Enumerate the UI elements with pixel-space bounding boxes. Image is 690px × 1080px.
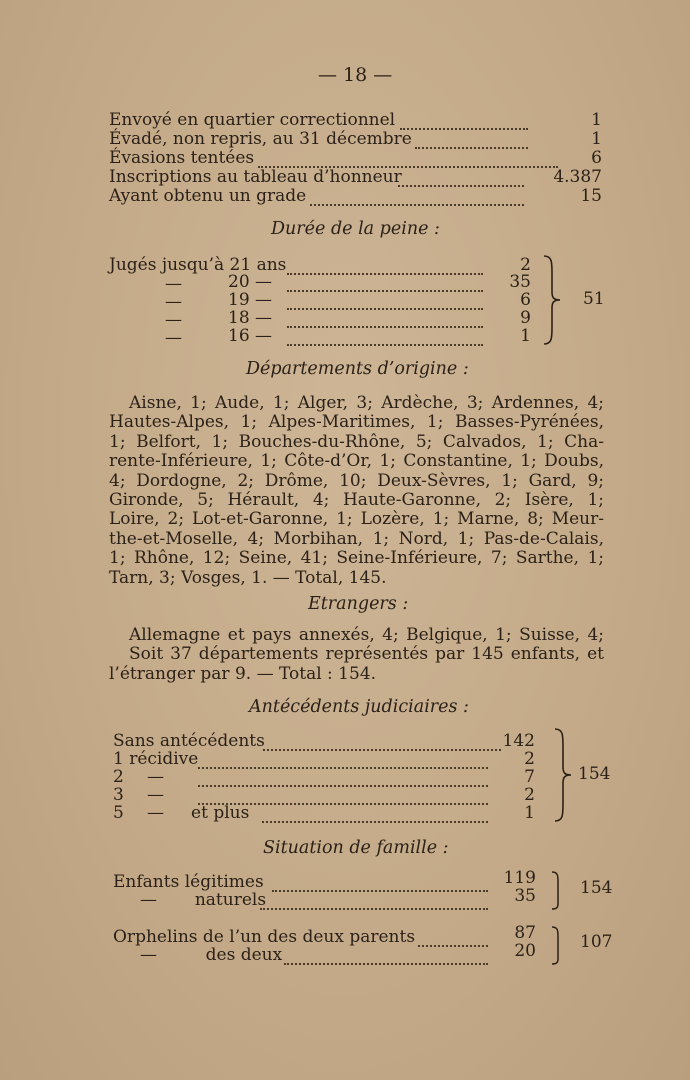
leader-dots xyxy=(287,324,483,328)
stat-label: Envoyé en quartier correctionnel xyxy=(109,110,396,130)
leader-dots xyxy=(418,943,488,947)
row-value: 20 xyxy=(514,941,536,961)
leader-dots xyxy=(287,288,483,292)
stat-value: 4.387 xyxy=(553,167,602,187)
leader-dots xyxy=(415,145,528,149)
departements-paragraph xyxy=(109,394,604,588)
section-heading: Durée de la peine : xyxy=(271,219,440,239)
stat-value: 15 xyxy=(580,186,602,206)
group-total: 154 xyxy=(578,764,611,784)
row-age: 18 — xyxy=(228,308,273,328)
leader-dots xyxy=(400,126,528,130)
row-value: 87 xyxy=(514,923,536,943)
text-line: rente-Inférieure, 1; Côte-d’Or, 1; Constantine, 1; Doubs, xyxy=(109,451,604,472)
group-brace xyxy=(550,925,562,965)
stat-label: Évasions tentées xyxy=(109,148,255,168)
row-label: Sans antécédents xyxy=(113,731,265,751)
stat-label: Ayant obtenu un grade xyxy=(109,186,307,206)
group-total: 51 xyxy=(583,289,605,309)
ditto-dash: — xyxy=(165,328,182,348)
leader-dots xyxy=(272,888,488,892)
row-value: 1 xyxy=(524,803,535,823)
row-label: — naturels xyxy=(140,890,267,910)
group-brace xyxy=(550,870,562,910)
row-value: 2 xyxy=(520,255,531,275)
stat-label: Évadé, non repris, au 31 décembre xyxy=(109,129,412,149)
group-brace xyxy=(551,727,573,823)
leader-dots xyxy=(287,271,483,275)
row-label: 2 xyxy=(113,767,124,787)
ditto-dash: — xyxy=(165,274,182,294)
stat-value: 1 xyxy=(591,110,602,130)
section-heading: Antécédents judiciaires : xyxy=(249,697,469,717)
row-label: 5 xyxy=(113,803,124,823)
row-label: — des deux xyxy=(140,945,283,965)
group-total: 154 xyxy=(580,878,613,898)
stat-label: Inscriptions au tableau d’honneur xyxy=(109,167,402,187)
stat-value: 6 xyxy=(591,148,602,168)
row-ditto: — xyxy=(147,785,164,805)
text-line: Tarn, 3; Vosges, 1. — Total, 145. xyxy=(109,567,387,588)
leader-dots xyxy=(287,342,483,346)
leader-dots xyxy=(284,961,488,965)
text-line: Allemagne et pays annexés, 4; Belgique, 1; Suisse, 4; xyxy=(129,625,604,645)
section-heading: Situation de famille : xyxy=(263,838,449,858)
row-value: 35 xyxy=(514,886,536,906)
section-heading: Départements d’origine : xyxy=(246,359,469,379)
leader-dots xyxy=(263,747,501,751)
row-age: 19 — xyxy=(228,290,273,310)
text-line: the-et-Moselle, 4; Morbihan, 1; Nord, 1; Pas-de-Calais, xyxy=(109,528,604,549)
row-ditto: — et plus xyxy=(147,803,250,823)
stat-value: 1 xyxy=(591,129,602,149)
row-value: 119 xyxy=(503,868,536,888)
text-line: Loire, 2; Lot-et-Garonne, 1; Lozère, 1; Marne, 8; Meur- xyxy=(109,509,604,530)
section-heading: Etrangers : xyxy=(308,594,409,614)
row-value: 6 xyxy=(520,290,531,310)
text-line: 1; Rhône, 12; Seine, 41; Seine-Inférieure, 7; Sarthe, 1; xyxy=(109,548,604,569)
text-line: l’étranger par 9. — Total : 154. xyxy=(109,663,377,684)
leader-dots xyxy=(287,306,483,310)
leader-dots xyxy=(398,183,524,187)
group-brace xyxy=(540,254,562,346)
leader-dots xyxy=(260,906,488,910)
text-line: Hautes-Alpes, 1; Alpes-Maritimes, 1; Basses-Pyrénées, xyxy=(109,412,604,433)
leader-dots xyxy=(310,202,524,206)
text-line: Soit 37 départements représentés par 145 enfants, et xyxy=(129,644,604,665)
row-label: Enfants légitimes xyxy=(113,872,264,892)
row-value: 1 xyxy=(520,326,531,346)
leader-dots xyxy=(262,819,488,823)
text-line: Gironde, 5; Hérault, 4; Haute-Garonne, 2; Isère, 1; xyxy=(109,490,604,511)
row-age: 16 — xyxy=(228,326,273,346)
row-label: Jugés jusqu’à 21 ans xyxy=(109,255,287,275)
text-line: 1; Belfort, 1; Bouches-du-Rhône, 5; Calvados, 1; Cha- xyxy=(109,431,604,452)
page-number: — 18 — xyxy=(318,64,393,86)
text-line: Aisne, 1; Aude, 1; Alger, 3; Ardèche, 3; Ardennes, 4; xyxy=(129,393,604,413)
row-value: 9 xyxy=(520,308,531,328)
group-total: 107 xyxy=(580,932,613,952)
row-ditto: — xyxy=(147,767,164,787)
row-value: 142 xyxy=(502,731,535,751)
row-value: 2 xyxy=(524,785,535,805)
row-label: 3 xyxy=(113,785,124,805)
row-age: 20 — xyxy=(228,272,273,292)
row-value: 7 xyxy=(524,767,535,787)
row-label: Orphelins de l’un des deux parents xyxy=(113,927,416,947)
ditto-dash: — xyxy=(165,292,182,312)
leader-dots xyxy=(198,765,488,769)
row-value: 35 xyxy=(509,272,531,292)
row-label: 1 récidive xyxy=(113,749,199,769)
etrangers-paragraph xyxy=(109,626,604,684)
ditto-dash: — xyxy=(165,310,182,330)
text-line: 4; Dordogne, 2; Drôme, 10; Deux-Sèvres, 1; Gard, 9; xyxy=(109,470,604,491)
row-value: 2 xyxy=(524,749,535,769)
leader-dots xyxy=(198,783,488,787)
